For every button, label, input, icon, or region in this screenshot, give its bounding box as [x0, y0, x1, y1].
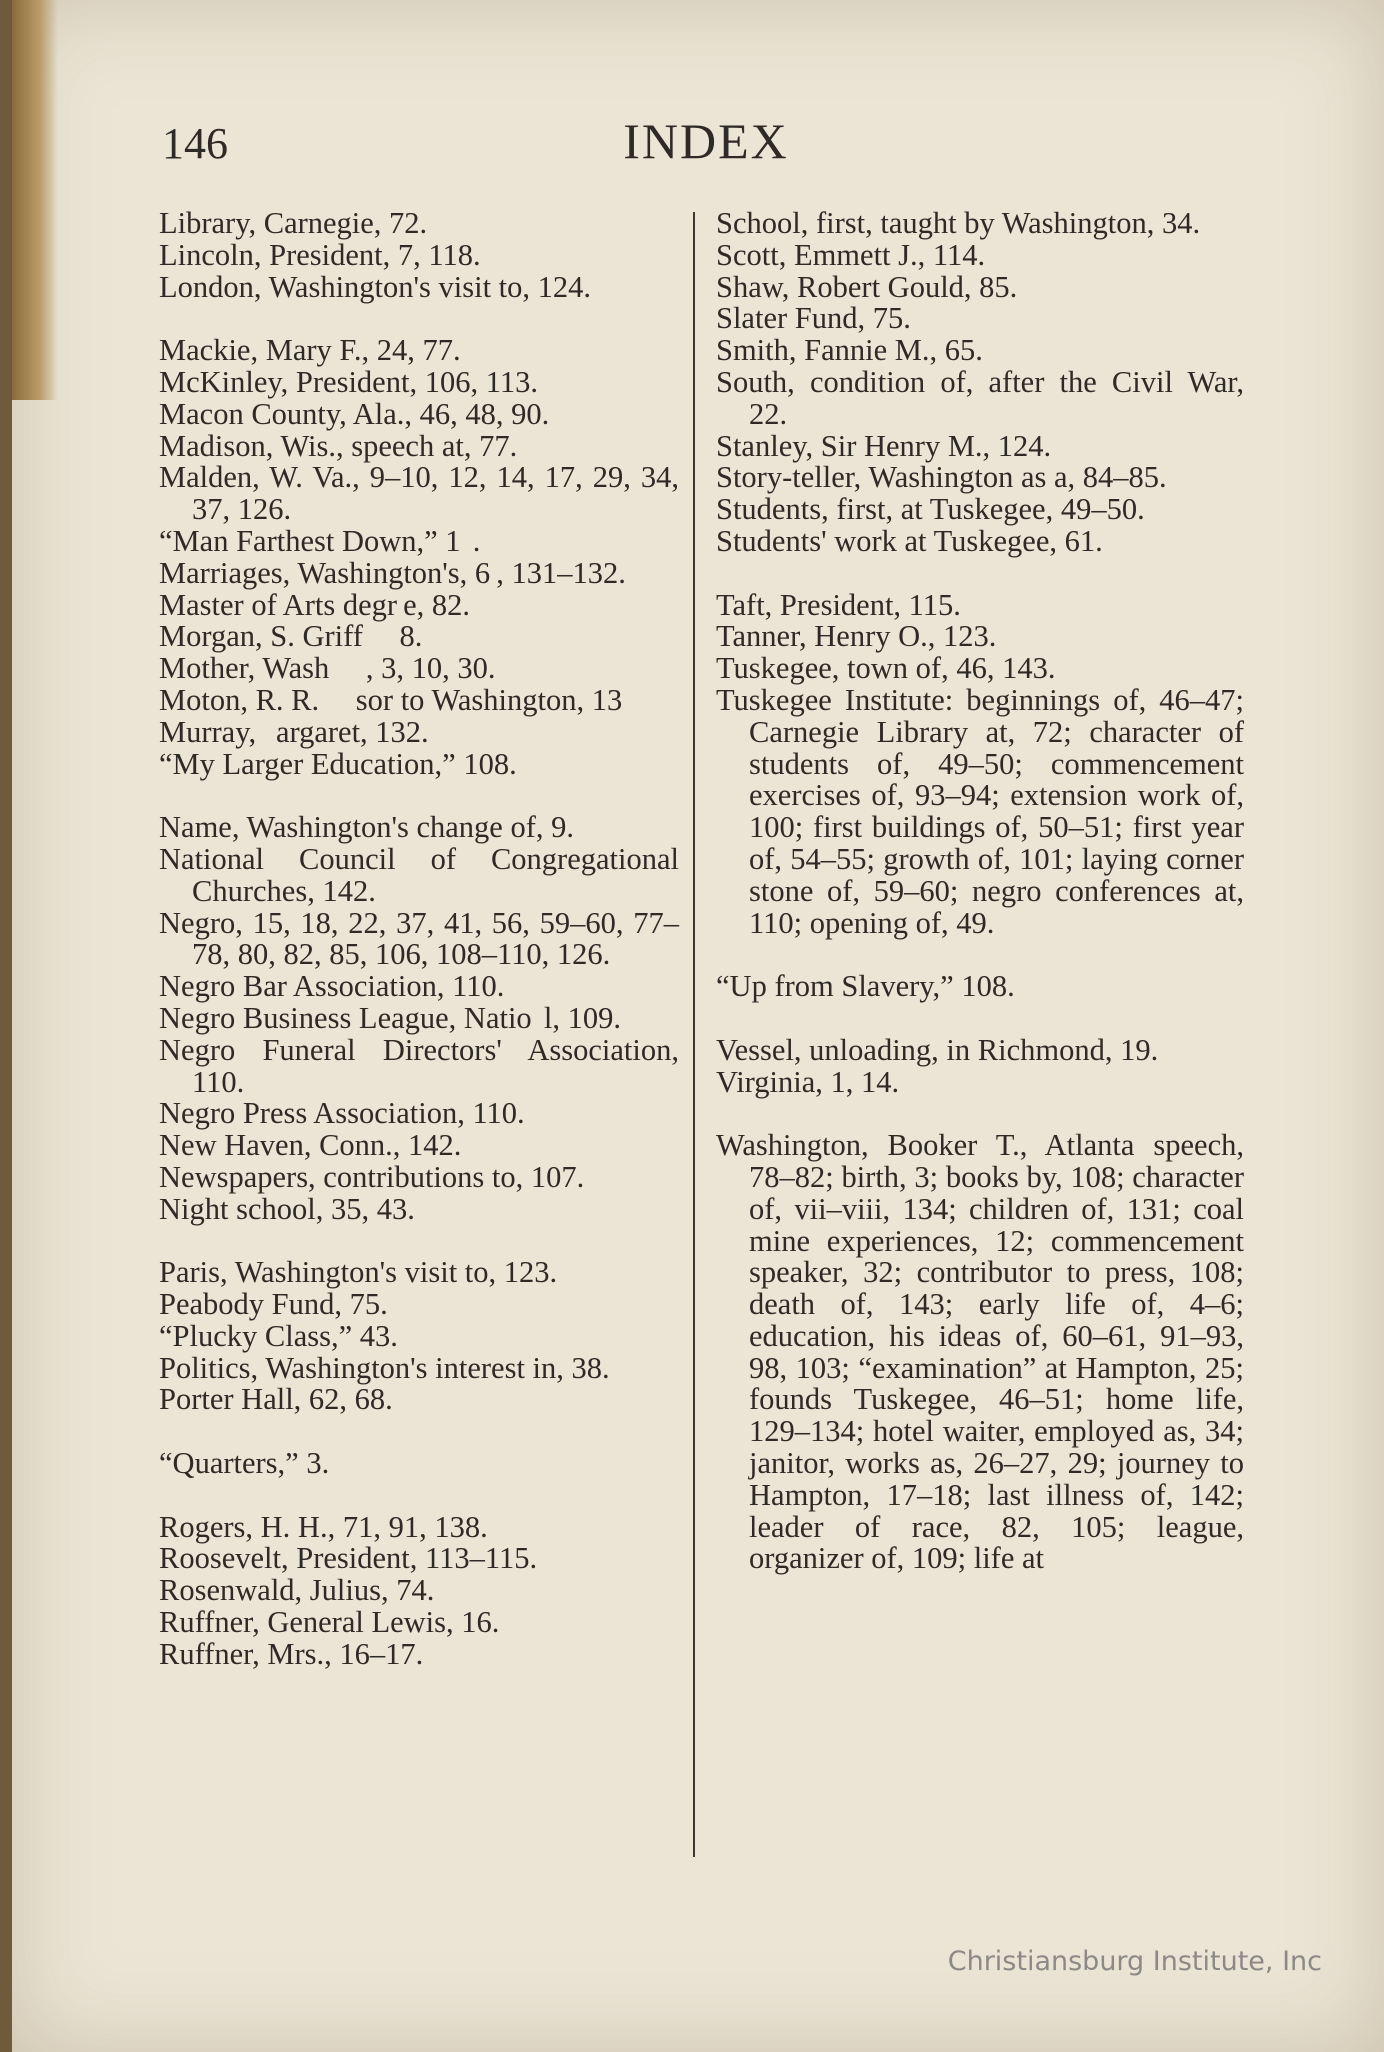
- section-gap: [159, 303, 679, 335]
- column-divider: [693, 212, 695, 1857]
- index-entry: Negro Bar Association, 110.: [159, 969, 505, 1004]
- index-entry: Madison, Wis., speech at, 77.: [159, 428, 518, 463]
- section-gap: [716, 1098, 1244, 1130]
- index-entry: Washington, Booker T., Atlanta speech, 78–82; birth, 3; books by, 108; character of, vii–viii, 134; children of, 131; coal mine experiences, 12; commencement speaker, 32; contributor to press, 108; death of, 143; early life of, 4–6; education, his ideas of, 60–61, 91–93, 98, 103; “examination” at Hampton, 25; founds Tuskegee, 46–51; home life, 129–134; hotel waiter, employed as, 34; janitor, works as, 26–27, 29; journey to Hampton, 17–18; last illness of, 142; leader of race, 82, 105; league, organizer of, 109; life at: [716, 1128, 1244, 1576]
- section-gap: [716, 939, 1244, 971]
- index-entry: Ruffner, Mrs., 16–17.: [159, 1636, 424, 1671]
- index-entry: Master of Arts degr e, 82.: [159, 587, 471, 622]
- index-entry: Marriages, Washington's, 6 , 131–132.: [159, 555, 626, 590]
- index-entry: Name, Washington's change of, 9.: [159, 810, 574, 845]
- index-entry: Negro Funeral Directors' Association, 110.: [159, 1032, 679, 1099]
- section-gap: [159, 1416, 679, 1448]
- index-entry: London, Washington's visit to, 124.: [159, 269, 592, 304]
- index-entry: “Man Farthest Down,” 1 .: [159, 523, 481, 558]
- index-entry: Shaw, Robert Gould, 85.: [716, 269, 1018, 304]
- index-entry: Lincoln, President, 7, 118.: [159, 237, 481, 272]
- page-title: [12, 112, 1384, 170]
- watermark: Christiansburg Institute, Inc: [947, 1946, 1322, 1977]
- index-entry: Porter Hall, 62, 68.: [159, 1382, 393, 1417]
- index-entry: Mackie, Mary F., 24, 77.: [159, 333, 461, 368]
- index-entry: Peabody Fund, 75.: [159, 1287, 388, 1322]
- index-entry: Smith, Fannie M., 65.: [716, 333, 983, 368]
- index-entry: Newspapers, contributions to, 107.: [159, 1159, 585, 1194]
- index-entry: Paris, Washington's visit to, 123.: [159, 1255, 558, 1290]
- index-entry: Negro, 15, 18, 22, 37, 41, 56, 59–60, 77–78, 80, 82, 85, 106, 108–110, 126.: [159, 905, 679, 972]
- section-gap: [159, 1480, 679, 1512]
- index-entry: South, condition of, after the Civil War, 22.: [716, 364, 1244, 431]
- index-entry: School, first, taught by Washington, 34.: [716, 206, 1201, 240]
- index-entry: Ruffner, General Lewis, 16.: [159, 1605, 500, 1640]
- section-gap: [159, 1226, 679, 1258]
- index-entry: Night school, 35, 43.: [159, 1191, 415, 1226]
- index-entry: Macon County, Ala., 46, 48, 90.: [159, 396, 550, 431]
- index-entry: “Plucky Class,” 43.: [159, 1318, 398, 1353]
- index-entry: Tuskegee, town of, 46, 143.: [716, 651, 1056, 686]
- index-entry: Scott, Emmett J., 114.: [716, 237, 986, 272]
- index-column-right: [716, 208, 1244, 1575]
- index-column-left: [159, 208, 679, 1671]
- index-entry: National Council of Congregational Churches, 142.: [159, 841, 679, 908]
- section-gap: [716, 558, 1244, 590]
- index-entry: “Quarters,” 3.: [159, 1446, 330, 1481]
- index-entry: Politics, Washington's interest in, 38.: [159, 1350, 610, 1385]
- index-entry: Murray, argaret, 132.: [159, 714, 429, 749]
- index-entry: Virginia, 1, 14.: [716, 1064, 900, 1099]
- index-entry: Rosenwald, Julius, 74.: [159, 1573, 435, 1608]
- index-entry: McKinley, President, 106, 113.: [159, 364, 538, 399]
- index-entry: Stanley, Sir Henry M., 124.: [716, 428, 1052, 463]
- index-entry: Slater Fund, 75.: [716, 301, 911, 336]
- index-entry: Negro Business League, Natio l, 109.: [159, 1000, 621, 1035]
- index-entry: Mother, Wash , 3, 10, 30.: [159, 651, 496, 686]
- book-page: [12, 0, 1384, 2052]
- page-title-text: INDEX: [623, 113, 789, 169]
- page-number: 146: [162, 119, 228, 168]
- index-entry: “Up from Slavery,” 108.: [716, 969, 1015, 1004]
- index-entry: Malden, W. Va., 9–10, 12, 14, 17, 29, 34, 37, 126.: [159, 460, 679, 527]
- index-entry: Moton, R. R. sor to Washington, 13: [159, 682, 629, 717]
- index-entry: Negro Press Association, 110.: [159, 1096, 525, 1131]
- section-gap: [159, 780, 679, 812]
- index-entry: Taft, President, 115.: [716, 587, 961, 622]
- index-entry: Library, Carnegie, 72.: [159, 206, 428, 240]
- index-entry: Vessel, unloading, in Richmond, 19.: [716, 1032, 1159, 1067]
- index-entry: Story-teller, Washington as a, 84–85.: [716, 460, 1167, 495]
- index-entry: Students' work at Tuskegee, 61.: [716, 523, 1103, 558]
- index-entry: New Haven, Conn., 142.: [159, 1128, 462, 1163]
- index-entry: Rogers, H. H., 71, 91, 138.: [159, 1509, 488, 1544]
- section-gap: [716, 1003, 1244, 1035]
- index-entry: Roosevelt, President, 113–115.: [159, 1541, 538, 1576]
- index-entry: Tuskegee Institute: beginnings of, 46–47; Carnegie Library at, 72; character of students of, 49–50; commencement exercises of, 93–94; extension work of, 100; first buildings of, 50–51; first year of, 54–55; growth of, 101; laying corner stone of, 59–60; negro conferences at, 110; opening of, 49.: [716, 682, 1244, 940]
- index-entry: Morgan, S. Griff 8.: [159, 619, 423, 654]
- index-entry: Students, first, at Tuskegee, 49–50.: [716, 492, 1145, 527]
- index-entry: Tanner, Henry O., 123.: [716, 619, 997, 654]
- index-entry: “My Larger Education,” 108.: [159, 746, 517, 781]
